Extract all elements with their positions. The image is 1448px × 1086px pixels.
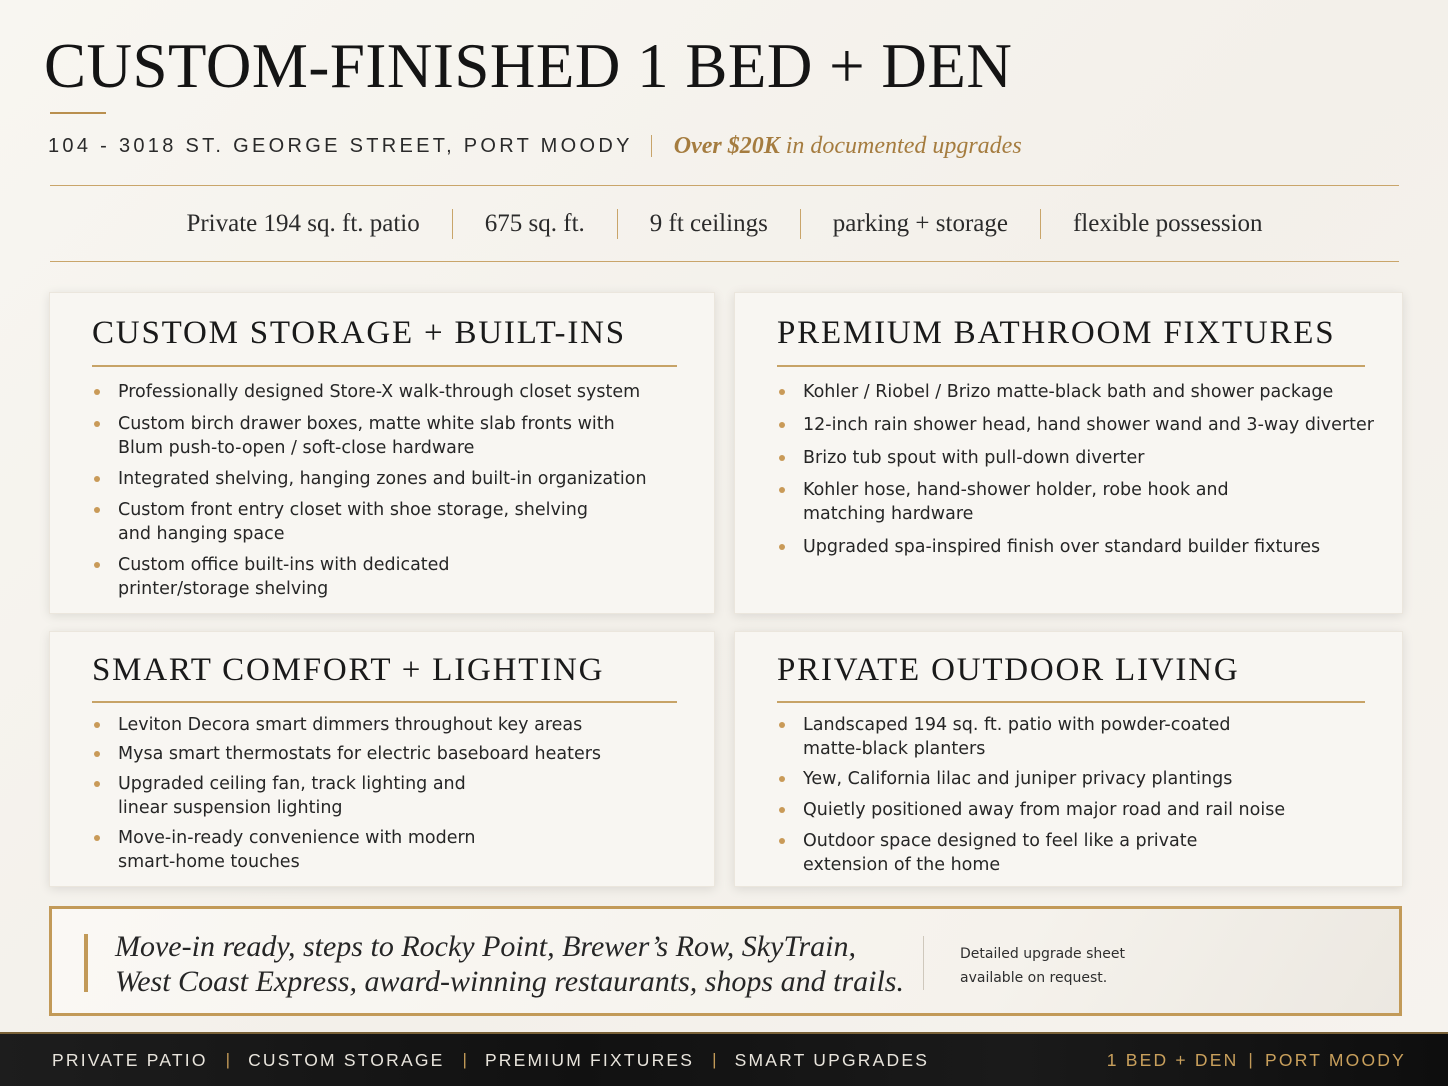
footer-item-storage: CUSTOM STORAGE [248, 1049, 445, 1070]
list-item: Integrated shelving, hanging zones and built-in organization [92, 467, 692, 491]
footer-separator: | [1248, 1050, 1256, 1069]
card-comfort [49, 631, 715, 887]
outdoor-list [777, 713, 1387, 877]
list-item: Quietly positioned away from major road and rail noise [777, 798, 1387, 822]
quote-text [115, 929, 915, 999]
quote-line-1: Move-in ready, steps to Rocky Point, Brewer’s Row, SkyTrain, [115, 930, 856, 963]
card-storage [49, 292, 715, 614]
list-item: Kohler / Riobel / Brizo matte-black bath and shower package [777, 380, 1387, 404]
footer-location: PORT MOODY [1265, 1049, 1406, 1070]
quote-accent-bar [84, 934, 88, 992]
list-item: Custom birch drawer boxes, matte white slab fronts with Blum push-to-open / soft-close hardware [92, 412, 632, 460]
list-item: Move-in-ready convenience with modern smart-home touches [92, 826, 502, 874]
list-item: Leviton Decora smart dimmers throughout key areas [92, 713, 692, 737]
storage-list [92, 380, 692, 601]
feature-patio: Private 194 sq. ft. patio [186, 209, 420, 237]
list-item: Kohler hose, hand-shower holder, robe hook and matching hardware [777, 478, 1257, 526]
page-title: CUSTOM-FINISHED 1 BED + DEN [44, 31, 1013, 101]
feature-parking: parking + storage [832, 209, 1008, 237]
card-divider [92, 365, 677, 367]
bathroom-list [777, 380, 1387, 559]
quote-line-2: West Coast Express, award-winning restaurants, shops and trails. [115, 965, 904, 998]
list-item: Yew, California lilac and juniper privacy plantings [777, 767, 1387, 791]
features-bar [50, 185, 1399, 262]
footer-item-upgrades: SMART UPGRADES [734, 1049, 930, 1070]
footer-item-patio: PRIVATE PATIO [52, 1049, 208, 1070]
feature-size: 675 sq. ft. [484, 209, 585, 237]
title-underline [50, 112, 106, 114]
card-title-outdoor: PRIVATE OUTDOOR LIVING [777, 652, 1240, 688]
list-item: Upgraded spa-inspired finish over standard builder fixtures [777, 535, 1387, 559]
card-title-storage: CUSTOM STORAGE + BUILT-INS [92, 315, 626, 351]
property-address: 104 - 3018 ST. GEORGE STREET, PORT MOODY [48, 134, 633, 157]
note-line-1: Detailed upgrade sheet [960, 946, 1126, 962]
quote-box [49, 906, 1402, 1016]
card-title-bathroom: PREMIUM BATHROOM FIXTURES [777, 315, 1336, 351]
card-divider [92, 701, 677, 703]
footer-separator: | [225, 1050, 231, 1069]
footer-separator: | [462, 1050, 467, 1069]
quote-divider [923, 936, 924, 990]
upgrades-amount: Over $20K [673, 132, 780, 159]
list-item: Brizo tub spout with pull-down diverter [777, 446, 1387, 470]
upgrade-sheet-note [960, 942, 1160, 990]
footer-highlights [52, 1050, 929, 1071]
feature-ceilings: 9 ft ceilings [649, 209, 768, 237]
feature-possession: flexible possession [1072, 209, 1263, 237]
list-item: Custom office built-ins with dedicated printer/storage shelving [92, 553, 492, 601]
list-item: Custom front entry closet with shoe storage, shelving and hanging space [92, 498, 592, 546]
comfort-list [92, 713, 692, 874]
list-item: Outdoor space designed to feel like a private extension of the home [777, 829, 1277, 877]
card-divider [777, 701, 1365, 703]
list-item: Landscaped 194 sq. ft. patio with powder-coated matte-black planters [777, 713, 1237, 761]
footer-separator: | [712, 1050, 717, 1069]
card-title-comfort: SMART COMFORT + LIGHTING [92, 652, 605, 688]
footer-bar [0, 1032, 1448, 1086]
footer-unit-type: 1 BED + DEN [1106, 1049, 1239, 1070]
footer-unit-info [1107, 1050, 1406, 1071]
list-item: Upgraded ceiling fan, track lighting and linear suspension lighting [92, 772, 492, 820]
note-line-2: available on request. [960, 970, 1108, 986]
card-outdoor [734, 631, 1403, 887]
address-line [48, 131, 1022, 161]
card-divider [777, 365, 1365, 367]
card-bathroom [734, 292, 1403, 614]
upgrades-text: in documented upgrades [779, 132, 1022, 159]
list-item: Professionally designed Store-X walk-through closet system [92, 380, 692, 404]
footer-item-fixtures: PREMIUM FIXTURES [484, 1049, 695, 1070]
list-item: 12-inch rain shower head, hand shower wand and 3-way diverter [777, 413, 1387, 437]
address-divider [651, 135, 652, 157]
upgrades-tagline [674, 133, 1022, 160]
list-item: Mysa smart thermostats for electric baseboard heaters [92, 742, 692, 766]
